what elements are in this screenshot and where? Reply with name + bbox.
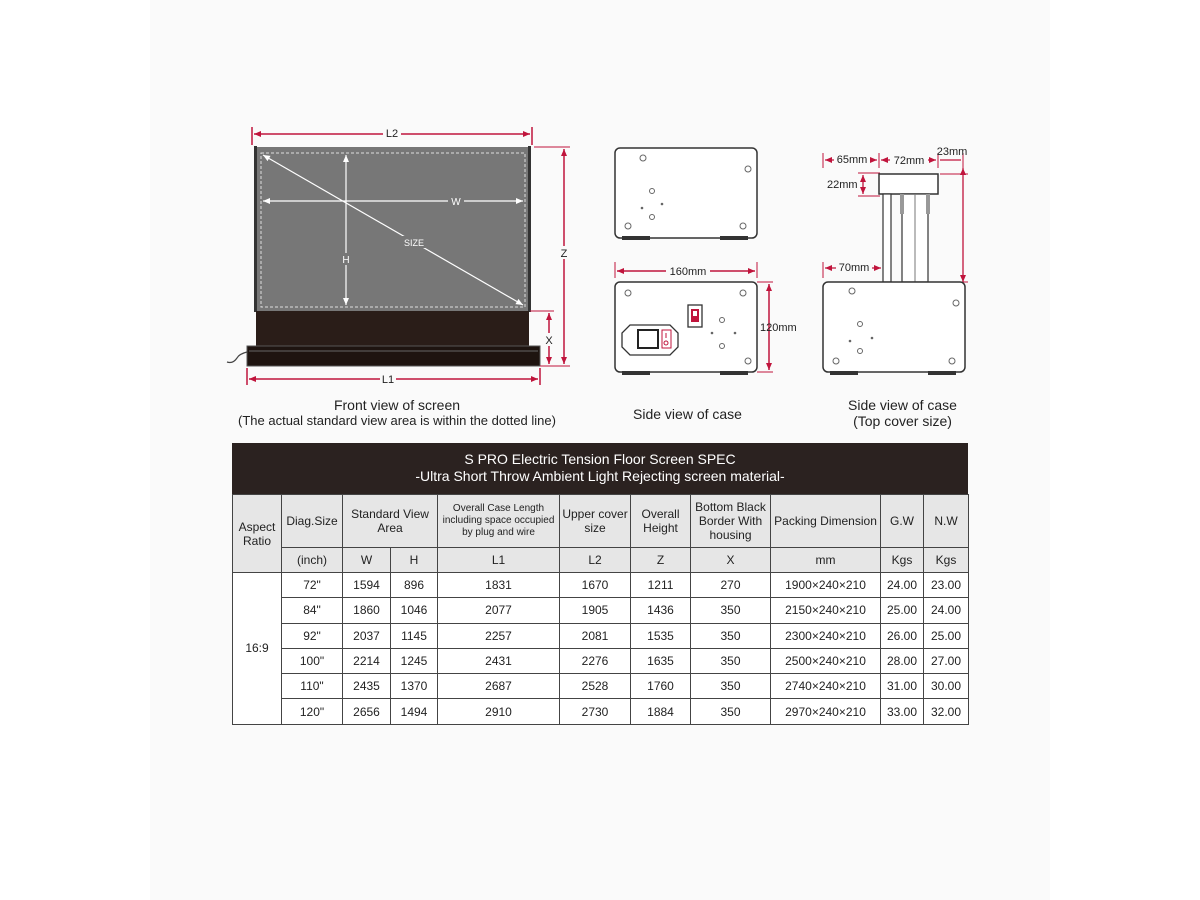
cell-nw: 30.00 — [924, 674, 969, 699]
cell-size: 92" — [282, 623, 343, 648]
cell-z: 1635 — [631, 648, 691, 673]
header-case-length: Overall Case Length including space occupied by plug and wire — [438, 495, 560, 548]
x-label: X — [545, 335, 553, 347]
cell-gw: 28.00 — [881, 648, 924, 673]
table-row — [233, 598, 969, 623]
cell-x: 350 — [691, 598, 771, 623]
side-view-caption — [600, 406, 775, 422]
cell-z: 1535 — [631, 623, 691, 648]
cell-x: 350 — [691, 648, 771, 673]
cell-gw: 33.00 — [881, 699, 924, 724]
cell-pack: 2500×240×210 — [771, 648, 881, 673]
spec-table-section — [232, 443, 968, 725]
cell-h: 1245 — [391, 648, 438, 673]
cell-h: 1145 — [391, 623, 438, 648]
top-cover-note: (Top cover size) — [853, 413, 952, 429]
dimension-diagrams — [0, 0, 1200, 440]
cell-pack: 2740×240×210 — [771, 674, 881, 699]
header-diag-size: Diag.Size — [282, 495, 343, 548]
cell-l1: 2077 — [438, 598, 560, 623]
cell-l2: 2528 — [560, 674, 631, 699]
unit-x: X — [691, 548, 771, 573]
cell-w: 1860 — [343, 598, 391, 623]
cell-gw: 26.00 — [881, 623, 924, 648]
cell-w: 2214 — [343, 648, 391, 673]
h-label: H — [342, 255, 350, 266]
label-23mm: 23mm — [936, 146, 968, 158]
unit-gw-kgs: Kgs — [881, 548, 924, 573]
cell-nw: 23.00 — [924, 573, 969, 598]
top-cover-title: Side view of case — [848, 397, 957, 413]
cell-l1: 1831 — [438, 573, 560, 598]
label-22mm: 22mm — [827, 179, 858, 191]
unit-h: H — [391, 548, 438, 573]
power-cord — [227, 352, 247, 363]
side-view-top-diagram — [615, 148, 757, 240]
cell-pack: 2150×240×210 — [771, 598, 881, 623]
cell-l1: 2257 — [438, 623, 560, 648]
unit-w: W — [343, 548, 391, 573]
cell-nw: 32.00 — [924, 699, 969, 724]
table-row — [233, 648, 969, 673]
spec-title-bar — [232, 443, 968, 494]
cell-h: 1046 — [391, 598, 438, 623]
spec-table — [232, 494, 969, 725]
header-aspect-ratio: Aspect Ratio — [233, 495, 282, 573]
cell-nw: 24.00 — [924, 598, 969, 623]
cell-l1: 2431 — [438, 648, 560, 673]
cell-pack: 2970×240×210 — [771, 699, 881, 724]
case-housing — [247, 346, 540, 366]
cell-h: 1494 — [391, 699, 438, 724]
cell-l2: 2081 — [560, 623, 631, 648]
cell-l2: 2730 — [560, 699, 631, 724]
cell-z: 1760 — [631, 674, 691, 699]
cell-gw: 24.00 — [881, 573, 924, 598]
cell-size: 84" — [282, 598, 343, 623]
cell-size: 120" — [282, 699, 343, 724]
power-switch-icon — [688, 305, 702, 327]
cell-w: 2656 — [343, 699, 391, 724]
cell-h: 1370 — [391, 674, 438, 699]
table-row — [233, 699, 969, 724]
cell-l1: 2687 — [438, 674, 560, 699]
front-view-note: (The actual standard view area is within the dotted line) — [238, 413, 556, 428]
table-row — [233, 573, 969, 598]
header-upper-cover: Upper cover size — [560, 495, 631, 548]
side-view-case-diagram — [615, 262, 797, 375]
cell-size: 72" — [282, 573, 343, 598]
header-packing: Packing Dimension — [771, 495, 881, 548]
label-65mm: 65mm — [836, 154, 868, 166]
header-gw: G.W — [881, 495, 924, 548]
label-70mm: 70mm — [838, 262, 870, 274]
height-120-label: 120mm — [760, 322, 797, 334]
cell-size: 100" — [282, 648, 343, 673]
cell-z: 1436 — [631, 598, 691, 623]
cell-l2: 2276 — [560, 648, 631, 673]
cell-pack: 1900×240×210 — [771, 573, 881, 598]
cell-w: 2037 — [343, 623, 391, 648]
screen-surface — [256, 147, 529, 311]
table-row — [233, 674, 969, 699]
cell-pack: 2300×240×210 — [771, 623, 881, 648]
bottom-border — [256, 311, 529, 347]
table-row — [233, 623, 969, 648]
z-label: Z — [560, 248, 568, 260]
front-view-caption — [232, 397, 562, 428]
cell-gw: 25.00 — [881, 598, 924, 623]
cell-w: 2435 — [343, 674, 391, 699]
cell-l2: 1670 — [560, 573, 631, 598]
cell-z: 1884 — [631, 699, 691, 724]
cell-nw: 25.00 — [924, 623, 969, 648]
unit-z: Z — [631, 548, 691, 573]
front-view-title: Front view of screen — [333, 397, 461, 413]
power-socket-icon — [622, 325, 678, 355]
l2-label: L2 — [385, 128, 399, 140]
top-cover-caption — [815, 397, 990, 429]
size-label: SIZE — [403, 238, 425, 248]
w-label: W — [451, 197, 461, 208]
cell-x: 270 — [691, 573, 771, 598]
cell-l1: 2910 — [438, 699, 560, 724]
cell-x: 350 — [691, 623, 771, 648]
header-nw: N.W — [924, 495, 969, 548]
header-view-area: Standard View Area — [343, 495, 438, 548]
cell-x: 350 — [691, 674, 771, 699]
cell-x: 350 — [691, 699, 771, 724]
l1-label: L1 — [381, 374, 395, 386]
unit-nw-kgs: Kgs — [924, 548, 969, 573]
unit-l2: L2 — [560, 548, 631, 573]
header-bottom-border: Bottom Black Border With housing — [691, 495, 771, 548]
header-overall-height: Overall Height — [631, 495, 691, 548]
top-cover-view-diagram — [823, 146, 968, 375]
spec-subtitle: -Ultra Short Throw Ambient Light Rejecting screen material- — [415, 468, 785, 484]
aspect-ratio-cell: 16:9 — [233, 573, 282, 725]
cell-z: 1211 — [631, 573, 691, 598]
cell-nw: 27.00 — [924, 648, 969, 673]
width-160-label: 160mm — [669, 266, 707, 278]
spec-title: S PRO Electric Tension Floor Screen SPEC — [464, 451, 736, 467]
cell-gw: 31.00 — [881, 674, 924, 699]
label-72mm: 72mm — [893, 155, 925, 167]
unit-l1: L1 — [438, 548, 560, 573]
cell-w: 1594 — [343, 573, 391, 598]
cell-h: 896 — [391, 573, 438, 598]
cell-l2: 1905 — [560, 598, 631, 623]
unit-mm: mm — [771, 548, 881, 573]
cell-size: 110" — [282, 674, 343, 699]
side-view-title: Side view of case — [633, 406, 742, 422]
unit-inch: (inch) — [282, 548, 343, 573]
front-view-diagram — [227, 127, 571, 386]
